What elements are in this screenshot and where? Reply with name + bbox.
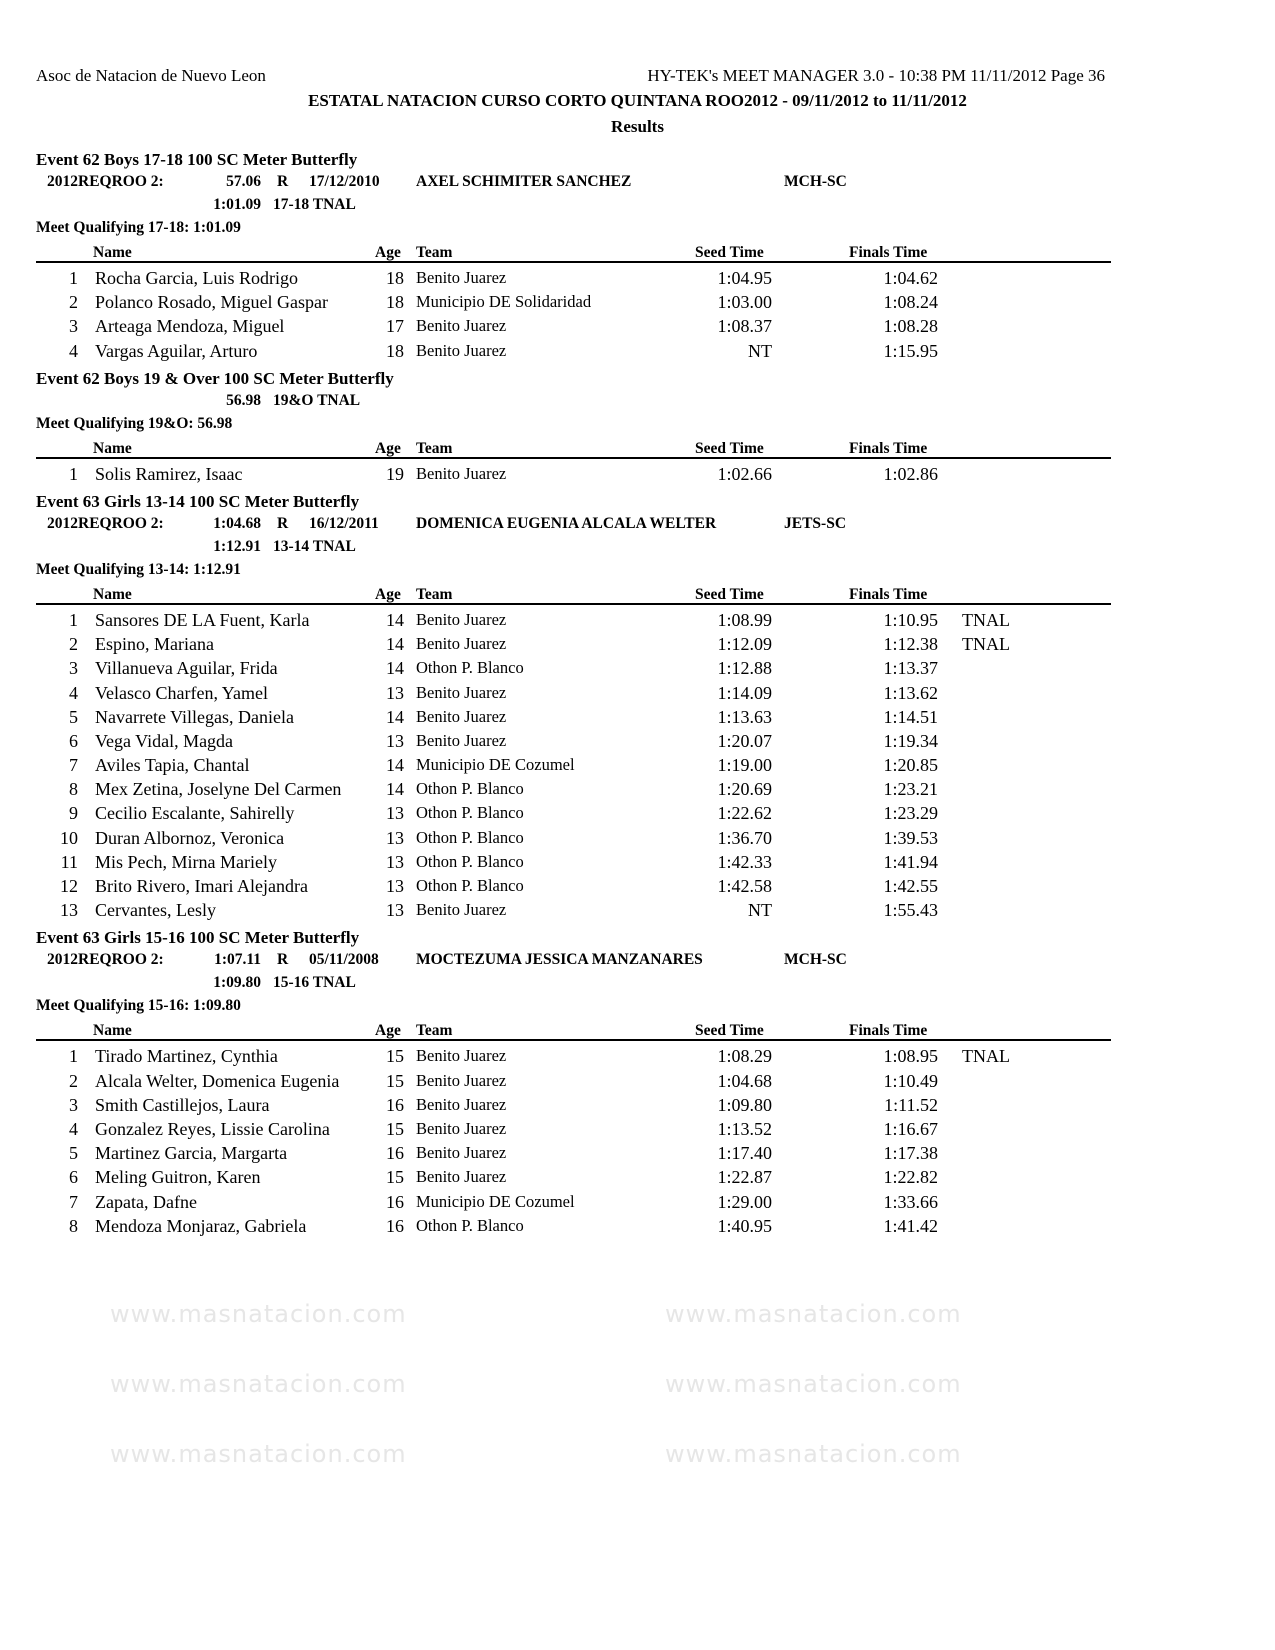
standard-line [36,538,1111,561]
col-age: Age [375,1022,401,1040]
swimmer-name: Mis Pech, Mirna Mariely [95,851,277,872]
col-age: Age [375,585,401,603]
meet-qualifying [36,219,1111,241]
table-row [36,287,1111,311]
team: Benito Juarez [416,268,507,287]
record-flag: R [277,173,289,190]
team: Othon P. Blanco [416,803,524,823]
table-row [36,678,1111,702]
finals-time: 1:14.51 [883,706,938,727]
place: 1 [69,463,78,484]
record-line [36,173,1111,196]
meet-qualifying [36,997,1111,1019]
team: Othon P. Blanco [416,876,524,895]
qualifier-note: TNAL [962,634,1010,655]
team: Othon P. Blanco [416,1215,524,1235]
place: 3 [69,316,78,337]
table-row [36,1114,1111,1138]
table-row [36,702,1111,726]
place: 11 [60,851,78,872]
age: 13 [386,730,404,751]
swimmer-name: Mendoza Monjaraz, Gabriela [95,1215,307,1236]
seed-time: 1:02.66 [717,463,772,484]
swimmer-name: Martinez Garcia, Margarta [95,1143,288,1164]
age: 13 [386,803,404,824]
place: 6 [69,730,78,751]
event-block [36,928,1111,1235]
place: 5 [69,1143,78,1164]
swimmer-name: Smith Castillejos, Laura [95,1094,270,1115]
record-label: 2012REQROO 2: [47,951,164,969]
seed-time: NT [748,900,772,921]
team: Benito Juarez [416,316,507,336]
team: Benito Juarez [416,1094,507,1114]
age: 14 [386,609,404,630]
team: Benito Juarez [416,900,507,920]
finals-time: 1:20.85 [883,755,938,776]
col-finals: Finals Time [849,439,928,457]
meet-qualifying-text: Meet Qualifying 15-16: 1:09.80 [36,997,241,1015]
event-title-text: Event 63 Girls 15-16 100 SC Meter Butterfly [36,928,360,948]
seed-time: 1:04.95 [717,268,772,288]
swimmer-name: Gonzalez Reyes, Lissie Carolina [95,1118,330,1139]
age: 15 [386,1118,404,1139]
team: Othon P. Blanco [416,779,524,799]
table-row [36,1187,1111,1211]
team: Benito Juarez [416,1070,507,1090]
record-time: 1:07.11 [214,951,261,969]
standard-line [36,974,1111,997]
place: 13 [60,900,78,921]
finals-time: 1:55.43 [883,900,938,921]
standard-time: 56.98 [226,391,261,409]
col-team: Team [416,439,453,457]
column-header [36,437,1111,459]
column-header [36,1019,1111,1041]
seed-time: 1:09.80 [717,1094,772,1115]
place: 1 [69,1046,78,1067]
place: 4 [69,340,78,361]
table-row [36,605,1111,629]
event-block [36,492,1111,919]
finals-time: 1:41.94 [883,851,938,872]
team: Benito Juarez [416,1167,507,1187]
swimmer-name: Vega Vidal, Magda [95,730,234,751]
table-row [36,726,1111,750]
table-row [36,798,1111,822]
place: 5 [69,706,78,727]
finals-time: 1:11.52 [884,1094,938,1115]
finals-time: 1:13.62 [883,682,938,703]
age: 18 [386,292,404,313]
record-label: 2012REQROO 2: [47,173,164,190]
record-flag: R [277,951,289,969]
col-seed: Seed Time [695,244,764,261]
table-row [36,629,1111,653]
standard-time: 1:09.80 [213,974,261,992]
table-row [36,847,1111,871]
seed-time: 1:14.09 [717,682,772,703]
place: 2 [69,634,78,655]
table-row [36,336,1111,360]
event-title [36,150,1111,173]
record-time: 1:04.68 [213,514,261,532]
seed-time: 1:08.29 [717,1046,772,1067]
seed-time: 1:19.00 [717,755,772,776]
place: 8 [69,1215,78,1236]
software-page-info: HY-TEK's MEET MANAGER 3.0 - 10:38 PM 11/11/2012 Page 36 [647,66,1105,85]
table-row [36,263,1111,287]
meet-qualifying [36,561,1111,583]
table-row [36,653,1111,677]
table-row [36,1090,1111,1114]
col-finals: Finals Time [849,1022,928,1040]
table-row [36,750,1111,774]
col-finals: Finals Time [849,244,928,261]
team: Municipio DE Solidaridad [416,292,592,312]
results-heading: Results [611,117,664,136]
age: 18 [386,340,404,361]
team: Benito Juarez [416,730,507,750]
col-name: Name [93,585,132,603]
seed-time: 1:08.37 [717,316,772,337]
team: Othon P. Blanco [416,658,524,678]
seed-time: 1:12.88 [717,658,772,679]
col-seed: Seed Time [695,439,764,457]
place: 10 [60,827,78,848]
finals-time: 1:08.95 [883,1046,938,1067]
age: 18 [386,268,404,288]
place: 6 [69,1167,78,1188]
event-title-text: Event 62 Boys 17-18 100 SC Meter Butterfly [36,150,358,169]
standard-time: 1:12.91 [213,537,261,555]
finals-time: 1:13.37 [883,658,938,679]
table-row [36,1138,1111,1162]
seed-time: 1:42.33 [717,851,772,872]
seed-time: 1:17.40 [717,1143,772,1164]
team: Benito Juarez [416,1143,507,1163]
finals-time: 1:41.42 [883,1215,938,1236]
place: 1 [69,268,78,288]
age: 13 [386,851,404,872]
table-row [36,1066,1111,1090]
standard-time: 1:01.09 [213,196,261,213]
age: 13 [386,682,404,703]
place: 2 [69,292,78,313]
place: 2 [69,1070,78,1091]
place: 3 [69,1094,78,1115]
seed-time: 1:04.68 [717,1070,772,1091]
results-list [36,150,1111,1244]
team: Benito Juarez [416,634,507,654]
finals-time: 1:22.82 [883,1167,938,1188]
swimmer-name: Villanueva Aguilar, Frida [95,658,278,679]
team: Municipio DE Cozumel [416,1191,575,1211]
standard-label: 15-16 TNAL [273,974,356,992]
event-title [36,369,1111,392]
col-team: Team [416,1022,453,1040]
team: Othon P. Blanco [416,827,524,847]
col-age: Age [375,439,401,457]
finals-time: 1:19.34 [883,730,938,751]
record-label: 2012REQROO 2: [47,514,164,532]
meet-title: ESTATAL NATACION CURSO CORTO QUINTANA ROO2012 - 09/11/2012 to 11/11/2012 [308,91,967,110]
seed-time: 1:13.63 [717,706,772,727]
standard-label: 19&O TNAL [273,391,361,409]
swimmer-name: Rocha Garcia, Luis Rodrigo [95,268,298,288]
column-header [36,241,1111,263]
record-team: JETS-SC [784,514,847,532]
col-name: Name [93,244,132,261]
record-time: 57.06 [226,173,261,190]
swimmer-name: Velasco Charfen, Yamel [95,682,268,703]
swimmer-name: Meling Guitron, Karen [95,1167,261,1188]
qualifier-note: TNAL [962,1046,1010,1067]
qualifier-note: TNAL [962,609,1010,630]
event-block [36,369,1111,483]
standard-line [36,392,1111,415]
finals-time: 1:10.95 [883,609,938,630]
swimmer-name: Solis Ramirez, Isaac [95,463,243,484]
age: 14 [386,634,404,655]
record-holder: DOMENICA EUGENIA ALCALA WELTER [416,514,717,532]
team: Benito Juarez [416,682,507,702]
table-row [36,1162,1111,1186]
team: Benito Juarez [416,706,507,726]
place: 3 [69,658,78,679]
event-block [36,150,1111,360]
place: 7 [69,1191,78,1212]
seed-time: 1:36.70 [717,827,772,848]
place: 8 [69,779,78,800]
age: 16 [386,1191,404,1212]
seed-time: 1:20.07 [717,730,772,751]
col-seed: Seed Time [695,1022,764,1040]
finals-time: 1:12.38 [883,634,938,655]
record-team: MCH-SC [784,951,847,969]
age: 14 [386,658,404,679]
seed-time: 1:12.09 [717,634,772,655]
watermark: www.masnatacion.com [110,1440,407,1468]
table-row [36,895,1111,919]
meet-qualifying-text: Meet Qualifying 19&O: 56.98 [36,414,233,432]
swimmer-name: Mex Zetina, Joselyne Del Carmen [95,779,342,800]
swimmer-name: Espino, Mariana [95,634,214,655]
table-row [36,774,1111,798]
record-line [36,515,1111,538]
finals-time: 1:17.38 [883,1143,938,1164]
meet-qualifying [36,415,1111,437]
finals-time: 1:33.66 [883,1191,938,1212]
record-holder: MOCTEZUMA JESSICA MANZANARES [416,951,703,969]
col-age: Age [375,244,401,261]
age: 19 [386,463,404,484]
meet-qualifying-text: Meet Qualifying 17-18: 1:01.09 [36,219,241,236]
col-seed: Seed Time [695,585,764,603]
swimmer-name: Cecilio Escalante, Sahirelly [95,803,295,824]
finals-time: 1:10.49 [883,1070,938,1091]
watermark: www.masnatacion.com [110,1370,407,1398]
event-title [36,928,1111,951]
place: 1 [69,609,78,630]
watermark: www.masnatacion.com [665,1370,962,1398]
swimmer-name: Brito Rivero, Imari Alejandra [95,876,308,896]
table-row [36,459,1111,483]
team: Municipio DE Cozumel [416,755,575,775]
table-row [36,311,1111,335]
watermark: www.masnatacion.com [665,1300,962,1328]
col-team: Team [416,585,453,603]
record-date: 17/12/2010 [309,173,380,190]
seed-time: 1:29.00 [717,1191,772,1212]
age: 14 [386,706,404,727]
place: 4 [69,1118,78,1139]
age: 15 [386,1167,404,1188]
place: 4 [69,682,78,703]
finals-time: 1:04.62 [883,268,938,288]
swimmer-name: Zapata, Dafne [95,1191,197,1212]
swimmer-name: Sansores DE LA Fuent, Karla [95,609,310,630]
record-team: MCH-SC [784,173,847,190]
record-line [36,951,1111,974]
place: 12 [60,876,78,896]
record-date: 05/11/2008 [309,951,379,969]
swimmer-name: Aviles Tapia, Chantal [95,755,250,776]
swimmer-name: Polanco Rosado, Miguel Gaspar [95,292,328,313]
team: Benito Juarez [416,1118,507,1138]
standard-line [36,196,1111,219]
col-team: Team [416,244,453,261]
swimmer-name: Vargas Aguilar, Arturo [95,340,258,361]
swimmer-name: Alcala Welter, Domenica Eugenia [95,1070,340,1091]
seed-time: 1:08.99 [717,609,772,630]
age: 16 [386,1094,404,1115]
col-finals: Finals Time [849,585,928,603]
age: 13 [386,900,404,921]
swimmer-name: Navarrete Villegas, Daniela [95,706,294,727]
watermark: www.masnatacion.com [665,1440,962,1468]
swimmer-name: Tirado Martinez, Cynthia [95,1046,278,1067]
finals-time: 1:08.28 [883,316,938,337]
standard-label: 13-14 TNAL [273,537,356,555]
swimmer-name: Cervantes, Lesly [95,900,216,921]
record-holder: AXEL SCHIMITER SANCHEZ [416,173,632,190]
finals-time: 1:42.55 [883,876,938,896]
seed-time: 1:13.52 [717,1118,772,1139]
finals-time: 1:16.67 [883,1118,938,1139]
finals-time: 1:15.95 [883,340,938,361]
team: Benito Juarez [416,1046,507,1066]
age: 15 [386,1070,404,1091]
seed-time: NT [748,340,772,361]
finals-time: 1:23.21 [883,779,938,800]
table-row [36,871,1111,895]
event-title-text: Event 63 Girls 13-14 100 SC Meter Butterfly [36,491,360,511]
event-title-text: Event 62 Boys 19 & Over 100 SC Meter Butterfly [36,368,394,388]
watermark: www.masnatacion.com [110,1300,407,1328]
seed-time: 1:22.62 [717,803,772,824]
place: 7 [69,755,78,776]
finals-time: 1:02.86 [883,463,938,484]
column-header [36,583,1111,605]
age: 16 [386,1215,404,1236]
table-row [36,823,1111,847]
col-name: Name [93,439,132,457]
age: 14 [386,779,404,800]
team: Benito Juarez [416,463,507,483]
finals-time: 1:23.29 [883,803,938,824]
event-title [36,492,1111,515]
team: Othon P. Blanco [416,851,524,871]
place: 9 [69,803,78,824]
seed-time: 1:03.00 [717,292,772,313]
team: Benito Juarez [416,609,507,629]
age: 13 [386,876,404,896]
seed-time: 1:40.95 [717,1215,772,1236]
organization-name: Asoc de Natacion de Nuevo Leon [36,66,266,85]
table-row [36,1211,1111,1235]
swimmer-name: Duran Albornoz, Veronica [95,827,285,848]
col-name: Name [93,1022,132,1040]
record-flag: R [277,514,289,532]
table-row [36,1041,1111,1065]
finals-time: 1:08.24 [883,292,938,313]
age: 13 [386,827,404,848]
age: 17 [386,316,404,337]
team: Benito Juarez [416,340,507,360]
age: 16 [386,1143,404,1164]
seed-time: 1:42.58 [717,876,772,896]
seed-time: 1:20.69 [717,779,772,800]
standard-label: 17-18 TNAL [273,196,356,213]
age: 14 [386,755,404,776]
age: 15 [386,1046,404,1067]
swimmer-name: Arteaga Mendoza, Miguel [95,316,285,337]
finals-time: 1:39.53 [883,827,938,848]
seed-time: 1:22.87 [717,1167,772,1188]
record-date: 16/12/2011 [309,514,379,532]
meet-qualifying-text: Meet Qualifying 13-14: 1:12.91 [36,560,241,578]
